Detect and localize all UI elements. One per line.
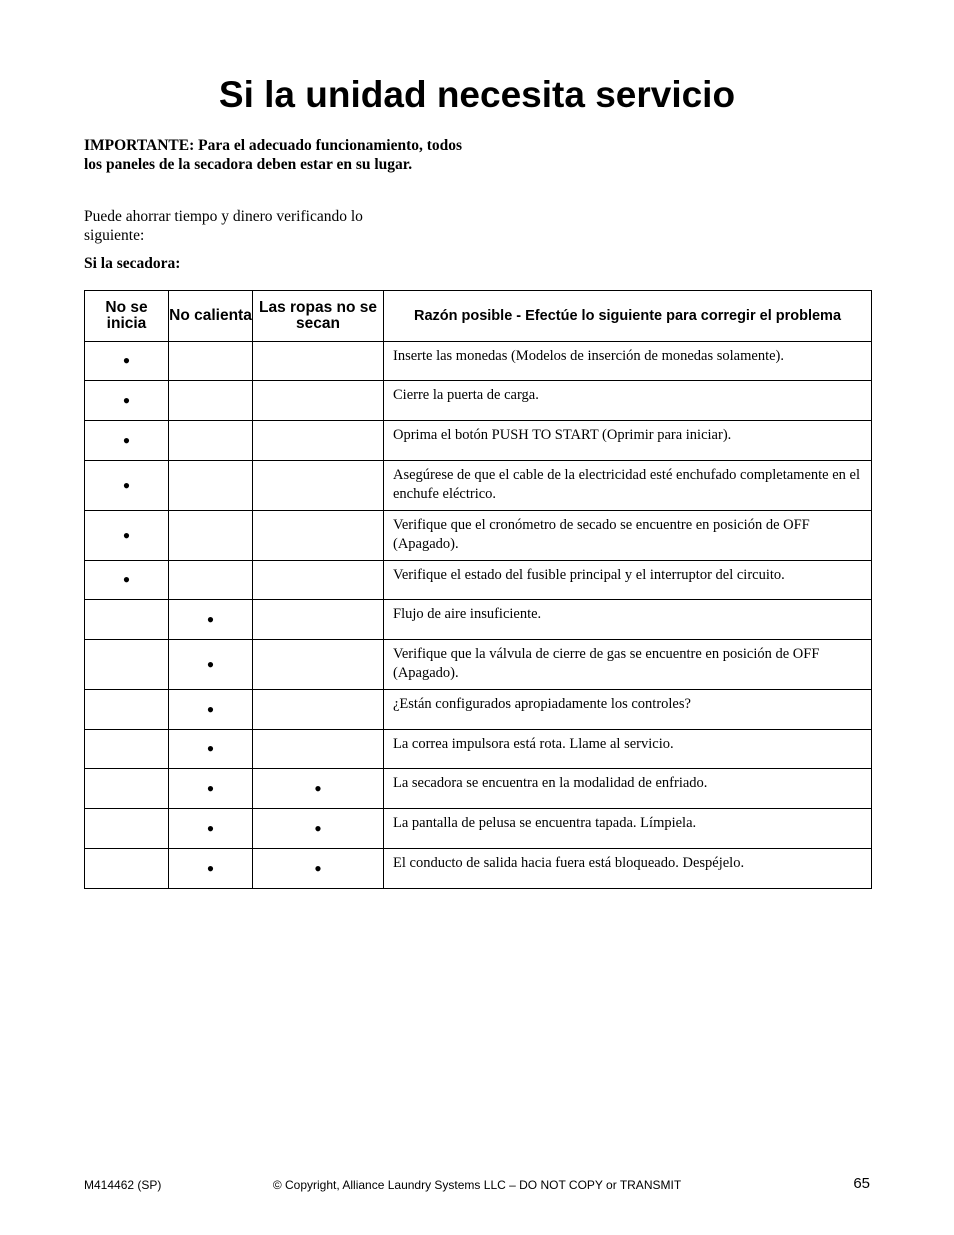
no-start-mark: • <box>85 381 169 421</box>
no-start-mark <box>85 600 169 640</box>
reason-cell: Cierre la puerta de carga. <box>384 381 872 421</box>
table-subheading: Si la secadora: <box>84 255 181 272</box>
no-heat-mark <box>169 561 253 600</box>
reason-cell: El conducto de salida hacia fuera está bloqueado. Despéjelo. <box>384 849 872 889</box>
no-start-mark <box>85 809 169 849</box>
not-dry-mark <box>253 421 384 461</box>
reason-cell: Oprima el botón PUSH TO START (Oprimir para iniciar). <box>384 421 872 461</box>
no-heat-mark: • <box>169 730 253 769</box>
no-start-mark: • <box>85 561 169 600</box>
reason-cell: La correa impulsora está rota. Llame al servicio. <box>384 730 872 769</box>
reason-cell: ¿Están configurados apropiadamente los controles? <box>384 690 872 730</box>
reason-cell: La pantalla de pelusa se encuentra tapada. Límpiela. <box>384 809 872 849</box>
no-start-mark: • <box>85 342 169 381</box>
table-row <box>85 849 872 889</box>
table-row <box>85 381 872 421</box>
not-dry-mark <box>253 342 384 381</box>
no-heat-mark <box>169 511 253 561</box>
reason-cell: Inserte las monedas (Modelos de inserción de monedas solamente). <box>384 342 872 381</box>
important-notice: IMPORTANTE: Para el adecuado funcionamiento, todos los paneles de la secadora deben estar en su lugar. <box>84 137 463 173</box>
copyright-notice: © Copyright, Alliance Laundry Systems LLC – DO NOT COPY or TRANSMIT <box>272 1178 682 1192</box>
no-heat-mark: • <box>169 690 253 730</box>
table-row <box>85 690 872 730</box>
not-dry-mark: • <box>253 769 384 809</box>
reason-cell: Verifique que la válvula de cierre de gas se encuentre en posición de OFF (Apagado). <box>384 640 872 690</box>
table-row <box>85 342 872 381</box>
table-row <box>85 600 872 640</box>
column-header-reason: Razón posible - Efectúe lo siguiente para corregir el problema <box>384 291 872 342</box>
table-row <box>85 730 872 769</box>
table-row <box>85 809 872 849</box>
troubleshooting-table <box>84 290 872 889</box>
not-dry-mark <box>253 461 384 511</box>
reason-cell: La secadora se encuentra en la modalidad de enfriado. <box>384 769 872 809</box>
page-number: 65 <box>853 1175 870 1192</box>
no-heat-mark <box>169 342 253 381</box>
table-row <box>85 640 872 690</box>
reason-cell: Verifique el estado del fusible principal y el interruptor del circuito. <box>384 561 872 600</box>
no-heat-mark <box>169 461 253 511</box>
reason-cell: Asegúrese de que el cable de la electricidad esté enchufado completamente en el enchufe eléctrico. <box>384 461 872 511</box>
no-start-mark <box>85 769 169 809</box>
no-heat-mark: • <box>169 809 253 849</box>
table-row <box>85 421 872 461</box>
not-dry-mark <box>253 511 384 561</box>
no-start-mark <box>85 690 169 730</box>
table-header-row <box>85 291 872 342</box>
no-start-mark <box>85 640 169 690</box>
no-start-mark <box>85 730 169 769</box>
table-row <box>85 769 872 809</box>
document-number: M414462 (SP) <box>84 1178 162 1192</box>
not-dry-mark <box>253 640 384 690</box>
reason-cell: Flujo de aire insuficiente. <box>384 600 872 640</box>
table-row <box>85 511 872 561</box>
no-start-mark: • <box>85 461 169 511</box>
table-row <box>85 561 872 600</box>
no-heat-mark: • <box>169 600 253 640</box>
not-dry-mark <box>253 381 384 421</box>
no-heat-mark: • <box>169 769 253 809</box>
no-heat-mark <box>169 421 253 461</box>
no-heat-mark: • <box>169 640 253 690</box>
not-dry-mark <box>253 730 384 769</box>
not-dry-mark <box>253 690 384 730</box>
no-heat-mark <box>169 381 253 421</box>
intro-text: Puede ahorrar tiempo y dinero verificando lo siguiente: <box>84 208 363 244</box>
not-dry-mark: • <box>253 849 384 889</box>
table-row <box>85 461 872 511</box>
column-header-no-heat: No calienta <box>169 291 253 342</box>
reason-cell: Verifique que el cronómetro de secado se encuentre en posición de OFF (Apagado). <box>384 511 872 561</box>
column-header-not-dry: Las ropas no se secan <box>253 291 384 342</box>
no-start-mark: • <box>85 421 169 461</box>
no-heat-mark: • <box>169 849 253 889</box>
page-title: Si la unidad necesita servicio <box>218 74 736 115</box>
not-dry-mark <box>253 600 384 640</box>
no-start-mark: • <box>85 511 169 561</box>
not-dry-mark <box>253 561 384 600</box>
column-header-no-start: No se inicia <box>85 291 169 342</box>
no-start-mark <box>85 849 169 889</box>
not-dry-mark: • <box>253 809 384 849</box>
